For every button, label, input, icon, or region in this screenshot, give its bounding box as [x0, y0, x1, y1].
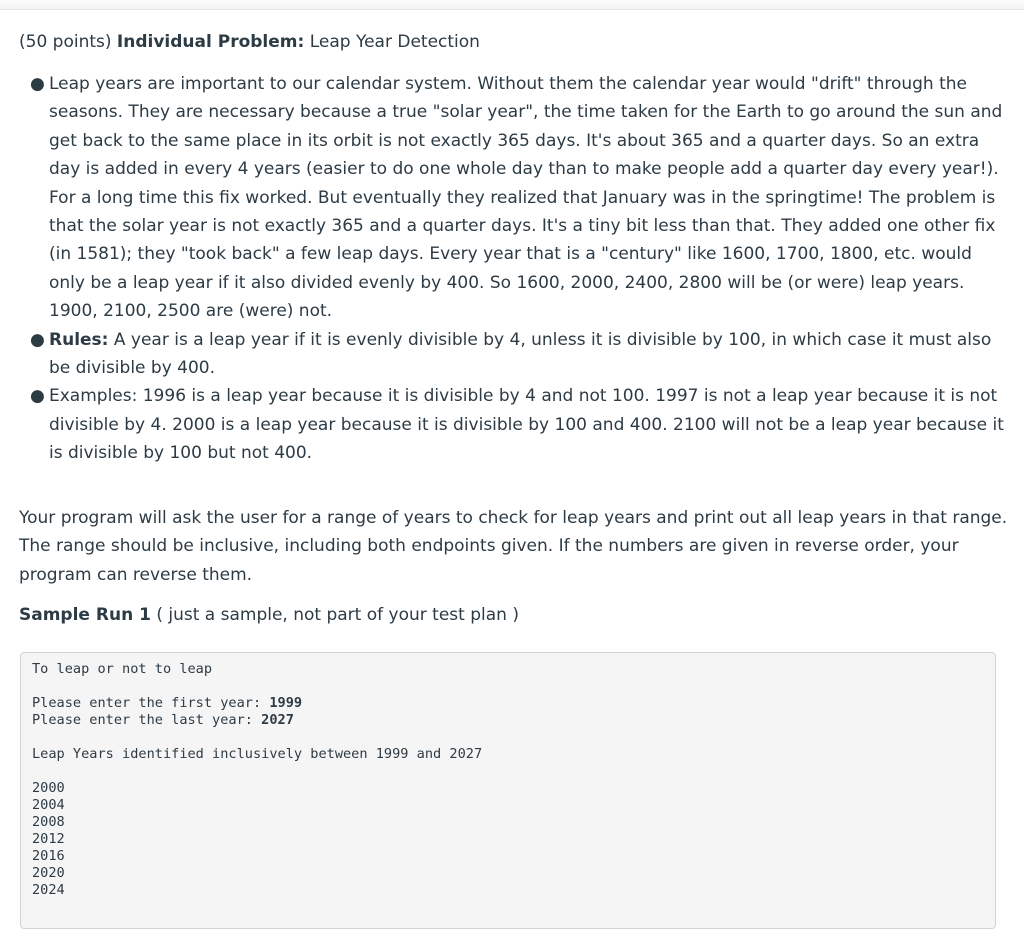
code-year: 2012	[32, 831, 65, 847]
bullet-icon: ●	[30, 74, 45, 94]
list-item	[30, 70, 1009, 326]
top-bar	[0, 0, 1024, 9]
sample-heading	[19, 601, 1009, 629]
bullet-icon: ●	[30, 329, 45, 350]
problem-points: (50 points)	[19, 32, 112, 52]
code-summary: Leap Years identified inclusively between 1999 and 2027	[32, 746, 483, 762]
code-last-prompt: Please enter the last year: 2027	[32, 712, 294, 728]
list-item-text: Examples: 1996 is a leap year because it is divisible by 4 and not 100. 1997 is not a leap year because it is not divisible by 4. 2000 is a leap year because it is divisible by 100 and 400. 2100 will not be a leap year because it is divisible by 100 but not 400.	[49, 386, 1004, 464]
code-first-value: 1999	[269, 695, 303, 711]
sample-label: Sample Run 1	[19, 604, 151, 625]
program-description: Your program will ask the user for a range of years to check for leap years and print out all leap years in that range. The range should be inclusive, including both endpoints given. If the numbers are given in reverse order, your program can reverse them.	[19, 507, 1008, 585]
code-year: 2024	[32, 882, 65, 898]
code-first-prompt: Please enter the first year: 1999	[32, 695, 303, 711]
problem-heading	[19, 28, 1009, 56]
bullet-list	[19, 70, 1009, 468]
list-item-bold: Rules:	[49, 329, 109, 350]
sample-output-code-block	[20, 652, 996, 929]
sample-note: ( just a sample, not part of your test plan )	[150, 604, 519, 625]
problem-title: Leap Year Detection	[309, 32, 480, 52]
bullet-icon: ●	[30, 386, 45, 407]
list-item	[30, 326, 1009, 383]
code-intro: To leap or not to leap	[32, 661, 213, 677]
assignment-content	[19, 28, 1009, 629]
code-year: 2008	[32, 814, 65, 830]
code-year: 2016	[32, 848, 65, 864]
problem-label: Individual Problem:	[116, 32, 305, 52]
list-item	[30, 382, 1009, 467]
code-last-value: 2027	[261, 712, 294, 728]
top-divider	[0, 9, 1024, 10]
code-year: 2020	[32, 865, 65, 881]
list-item-text: A year is a leap year if it is evenly divisible by 4, unless it is divisible by 100, in which case it must also be divisible by 400.	[49, 329, 992, 379]
list-item-text: Leap years are important to our calendar system. Without them the calendar year would "drift" through the seasons. They are necessary because a true "solar year", the time taken for the Earth to go around the sun and get back to the same place in its orbit is not exactly 365 days. It's about 365 and a quarter days. So an extra day is added in every 4 years (easier to do one whole day than to make people add a quarter day every year!). For a long time this fix worked. But eventually they realized that January was in the springtime! The problem is that the solar year is not exactly 365 and a quarter days. It's a tiny bit less than that. They added one other fix (in 1581); they "took back" a few leap days. Every year that is a "century" like 1600, 1700, 1800, etc. would only be a leap year if it also divided evenly by 400. So 1600, 2000, 2400, 2800 will be (or were) leap years. 1900, 2100, 2500 are (were) not.	[49, 74, 1003, 322]
code-year: 2004	[32, 797, 65, 813]
code-year: 2000	[32, 780, 65, 796]
